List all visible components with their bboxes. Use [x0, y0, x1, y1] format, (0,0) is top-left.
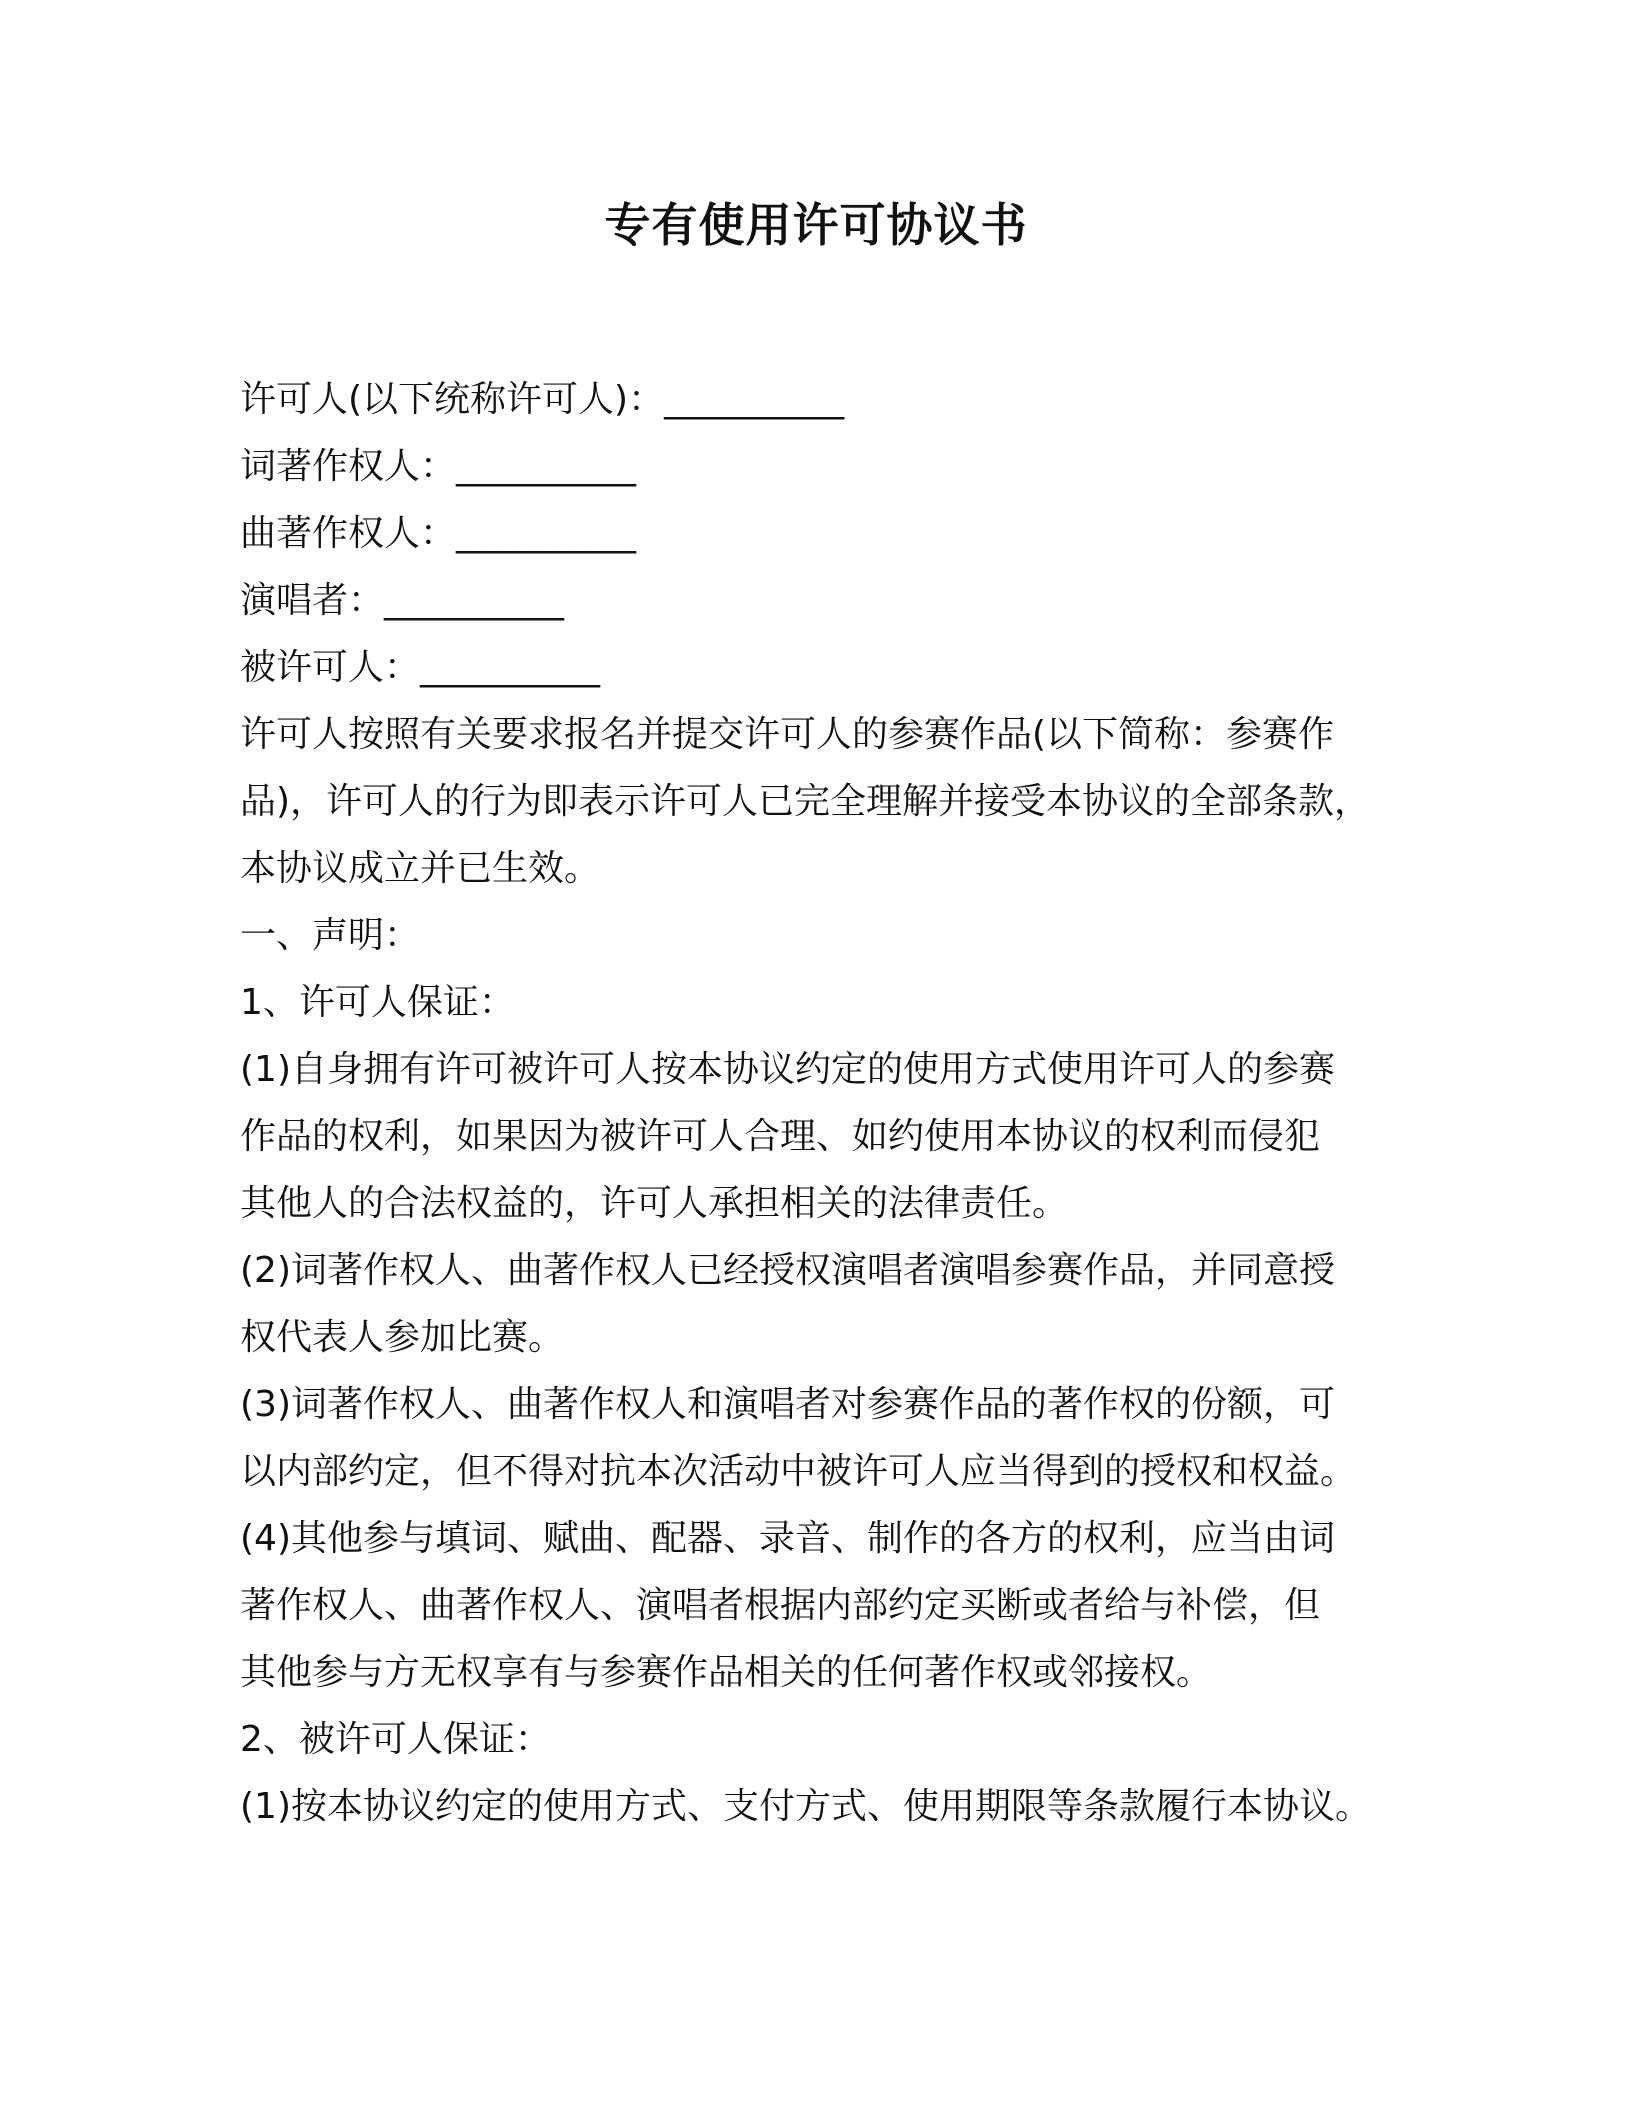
document-title: 专有使用许可协议书 — [604, 198, 1028, 252]
field-licensee: 被许可人：__________ — [240, 647, 601, 688]
paragraph-line: (1)按本协议约定的使用方式、支付方式、使用期限等条款履行本协议。 — [240, 1786, 1371, 1827]
section-heading: 一、声明： — [240, 915, 421, 956]
paragraph-line: (1)自身拥有许可被许可人按本协议约定的使用方式使用许可人的参赛 — [240, 1049, 1335, 1090]
field-lyrics-copyright-owner: 词著作权人：__________ — [240, 446, 637, 487]
paragraph-line: 许可人按照有关要求报名并提交许可人的参赛作品(以下简称：参赛作 — [240, 714, 1335, 755]
subsection-heading: 2、被许可人保证： — [240, 1719, 551, 1760]
document-body — [240, 366, 1412, 1840]
paragraph-line: 作品的权利，如果因为被许可人合理、如约使用本协议的权利而侵犯 — [240, 1116, 1321, 1157]
paragraph-line: (2)词著作权人、曲著作权人已经授权演唱者演唱参赛作品，并同意授 — [240, 1250, 1335, 1291]
paragraph-line: 著作权人、曲著作权人、演唱者根据内部约定买断或者给与补偿，但 — [240, 1585, 1321, 1626]
subsection-heading: 1、许可人保证： — [240, 982, 515, 1023]
paragraph-line: 以内部约定，但不得对抗本次活动中被许可人应当得到的授权和权益。 — [240, 1451, 1357, 1492]
paragraph-line: (3)词著作权人、曲著作权人和演唱者对参赛作品的著作权的份额，可 — [240, 1384, 1335, 1425]
paragraph-line: 其他人的合法权益的，许可人承担相关的法律责任。 — [240, 1183, 1069, 1224]
field-licensor: 许可人(以下统称许可人)：__________ — [240, 379, 845, 420]
paragraph-line: 权代表人参加比赛。 — [240, 1317, 565, 1358]
paragraph-line: (4)其他参与填词、赋曲、配器、录音、制作的各方的权利，应当由词 — [240, 1518, 1335, 1559]
paragraph-line: 品)，许可人的行为即表示许可人已完全理解并接受本协议的全部条款， — [240, 781, 1371, 822]
paragraph-line: 其他参与方无权享有与参赛作品相关的任何著作权或邻接权。 — [240, 1652, 1213, 1693]
field-performer: 演唱者：__________ — [240, 580, 565, 621]
paragraph-line: 本协议成立并已生效。 — [240, 848, 601, 889]
field-music-copyright-owner: 曲著作权人：__________ — [240, 513, 637, 554]
